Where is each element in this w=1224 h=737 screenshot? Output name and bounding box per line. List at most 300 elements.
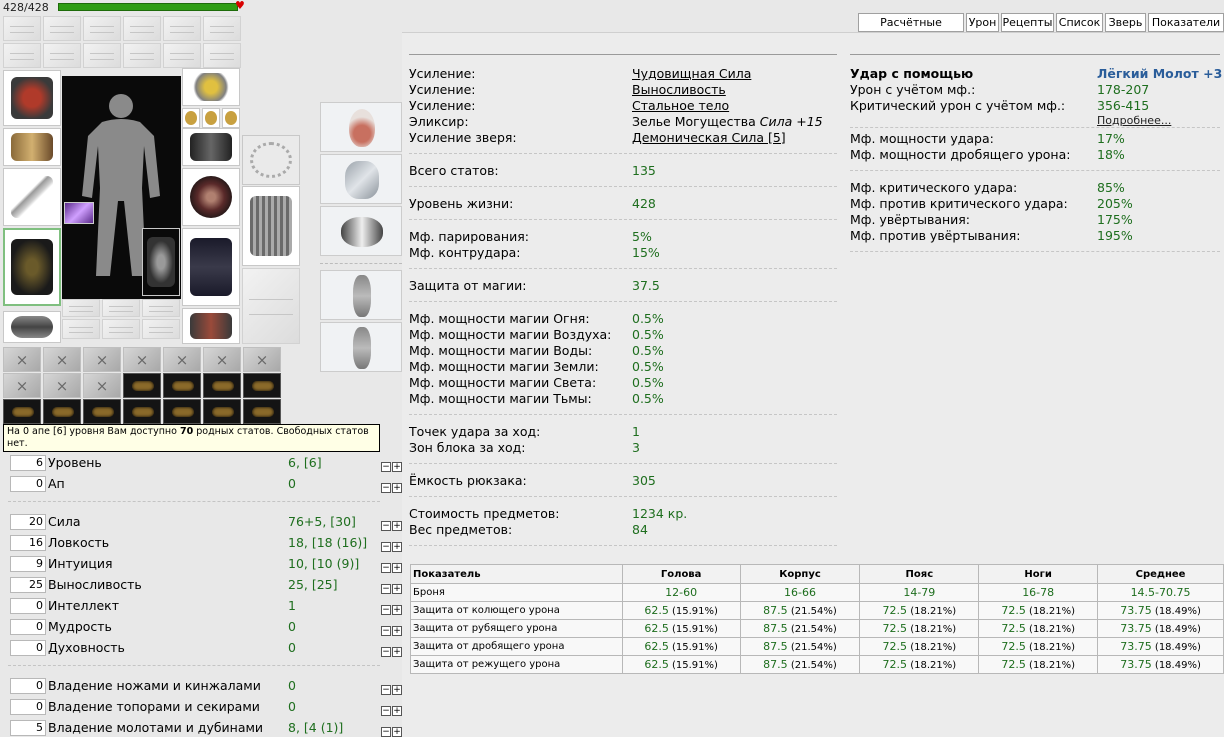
damage-label: Критический урон с учётом мф.:: [850, 98, 1066, 113]
stat-input[interactable]: 6: [10, 455, 46, 471]
column-header: Показатель: [411, 565, 623, 584]
tooltip-number: 70: [179, 426, 194, 437]
row-label: Броня: [411, 584, 623, 602]
table-cell: [1098, 656, 1224, 674]
stat-label: Вес предметов:: [409, 522, 513, 537]
column-header: Корпус: [740, 565, 860, 584]
row-label: Защита от режущего урона: [411, 656, 623, 674]
table-cell: [740, 620, 860, 638]
stat-buttons: [381, 642, 403, 657]
backpack-cell[interactable]: [83, 373, 121, 398]
stat-label: Мф. мощности магии Земли:: [409, 359, 599, 374]
stat-label: Мф. мощности магии Тьмы:: [409, 391, 592, 406]
stat-value: 0.5%: [632, 311, 664, 326]
stat-buttons: [381, 680, 403, 695]
tab-beast[interactable]: Зверь: [1105, 13, 1146, 32]
ally-slot[interactable]: [320, 322, 402, 372]
divider: [850, 251, 1220, 252]
stat-value: 76+5, [30]: [288, 514, 356, 529]
plus-icon[interactable]: +: [393, 727, 401, 737]
column-header: Пояс: [860, 565, 979, 584]
mf-value: 18%: [1097, 147, 1125, 162]
cell-percent: (21.54%): [787, 660, 837, 671]
stat-buttons: [381, 478, 403, 493]
cell-value: 87.5: [763, 604, 788, 617]
minus-icon[interactable]: −: [382, 462, 390, 472]
gem-icon[interactable]: [64, 202, 94, 224]
hp-bar: [3, 0, 243, 14]
stat-value: 1: [288, 598, 296, 613]
divider: [409, 268, 837, 269]
stat-value: 25, [25]: [288, 577, 338, 592]
divider: [8, 501, 380, 502]
stat-label: Защита от магии:: [409, 278, 527, 293]
pet-figure-slot[interactable]: [142, 228, 180, 296]
tooltip-text: На 0 апе [6] уровня Вам доступно: [7, 426, 180, 437]
elixir-bonus: Сила +15: [759, 114, 823, 129]
table-cell: [740, 638, 860, 656]
tooltip-text: родных статов. Свободных статов нет.: [7, 426, 369, 449]
attack-title: Удар с помощью: [850, 66, 974, 81]
beast-buff-link[interactable]: Демоническая Сила [5]: [632, 130, 786, 145]
stat-buttons: [381, 516, 403, 531]
stat-row: [10, 576, 405, 594]
table-cell: [622, 602, 740, 620]
plus-icon[interactable]: +: [393, 542, 401, 552]
ring-slot[interactable]: [222, 108, 240, 128]
stat-input[interactable]: 20: [10, 514, 46, 530]
cell-value: 72.5: [882, 622, 908, 635]
divider: [409, 301, 837, 302]
shirt-slot[interactable]: [242, 186, 300, 266]
scroll-slot[interactable]: [203, 43, 241, 68]
stat-label: Мф. мощности магии Воды:: [409, 343, 593, 358]
stat-value: 1234 кр.: [632, 506, 688, 521]
mf-label: Мф. увёртывания:: [850, 212, 971, 227]
minus-icon[interactable]: −: [382, 542, 390, 552]
stat-value: 0.5%: [632, 391, 664, 406]
table-cell: [860, 656, 979, 674]
divider: [409, 153, 837, 154]
table-cell: [860, 584, 979, 602]
plus-icon[interactable]: +: [393, 706, 401, 716]
stat-label: Мф. контрудара:: [409, 245, 521, 260]
stat-row: [10, 677, 405, 695]
stat-input[interactable]: 0: [10, 476, 46, 492]
minus-icon[interactable]: −: [382, 584, 390, 594]
backpack-cell[interactable]: [3, 399, 41, 424]
backpack-cell[interactable]: [43, 347, 81, 372]
stat-value: 305: [632, 473, 656, 488]
cell-value: 73.75: [1120, 658, 1152, 671]
table-row: [411, 584, 1224, 602]
minus-icon[interactable]: −: [382, 605, 390, 615]
table-cell: [979, 638, 1098, 656]
buff-link[interactable]: Выносливость: [632, 82, 726, 97]
ally-slot[interactable]: [320, 270, 402, 320]
scroll-slot[interactable]: [3, 16, 41, 41]
stat-input[interactable]: 9: [10, 556, 46, 572]
amulet-slot[interactable]: [182, 68, 240, 106]
rune-slot[interactable]: [102, 319, 140, 339]
backpack-cell[interactable]: [83, 347, 121, 372]
table-cell: [979, 584, 1098, 602]
cell-value: 62.5: [644, 640, 669, 653]
stat-name: Сила: [48, 514, 81, 529]
belt-slot[interactable]: [3, 311, 61, 343]
mf-label: Мф. мощности дробящего урона:: [850, 147, 1071, 162]
stat-row: [10, 639, 405, 657]
table-cell: [1098, 584, 1224, 602]
tab-indicators[interactable]: Показатели: [1148, 13, 1224, 32]
cell-value: 72.5: [1001, 622, 1026, 635]
stat-value: 0: [288, 678, 296, 693]
divider: [409, 496, 837, 497]
stat-row: [10, 618, 405, 636]
plus-icon[interactable]: +: [393, 462, 401, 472]
crown-slot[interactable]: [242, 135, 300, 185]
buff-label: Усиление:: [409, 66, 476, 81]
stat-name: Ловкость: [48, 535, 110, 550]
cell-value: 72.5: [882, 658, 908, 671]
divider: [409, 54, 837, 55]
cell-value: 72.5: [1001, 640, 1026, 653]
mf-label: Мф. против критического удара:: [850, 196, 1068, 211]
cell-percent: (18.49%): [1151, 606, 1201, 617]
stat-buttons: [381, 621, 403, 636]
mf-value: 85%: [1097, 180, 1125, 195]
backpack-cell[interactable]: [243, 399, 281, 424]
backpack-cell[interactable]: [243, 347, 281, 372]
stat-buttons: [381, 600, 403, 615]
stat-value: 0: [288, 619, 296, 634]
rune-slot[interactable]: [62, 299, 100, 317]
stat-row: [10, 454, 405, 472]
stat-value: 0.5%: [632, 375, 664, 390]
cell-percent: (18.21%): [907, 642, 957, 653]
mf-label: Мф. мощности удара:: [850, 131, 994, 146]
stat-row: [10, 698, 405, 716]
scroll-slot[interactable]: [163, 43, 201, 68]
buff-link[interactable]: Стальное тело: [632, 98, 730, 113]
backpack-cell[interactable]: [43, 399, 81, 424]
table-cell: [979, 656, 1098, 674]
rune-slot[interactable]: [142, 319, 180, 339]
cell-value: 72.5: [882, 604, 908, 617]
stat-value: 8, [4 (1)]: [288, 720, 344, 735]
stat-value: 0.5%: [632, 343, 664, 358]
minus-icon[interactable]: −: [382, 727, 390, 737]
stat-row: [10, 719, 405, 737]
stat-name: Мудрость: [48, 619, 112, 634]
backpack-cell[interactable]: [163, 373, 201, 398]
plus-icon[interactable]: +: [393, 584, 401, 594]
stat-row: [10, 597, 405, 615]
plus-icon[interactable]: +: [393, 626, 401, 636]
stat-row: [10, 475, 405, 493]
minus-icon[interactable]: −: [382, 706, 390, 716]
stat-name: Интуиция: [48, 556, 113, 571]
stat-label: Точек удара за ход:: [409, 424, 541, 439]
mf-label: Мф. критического удара:: [850, 180, 1018, 195]
cell-percent: (18.49%): [1151, 624, 1201, 635]
scroll-slot[interactable]: [43, 16, 81, 41]
divider: [850, 127, 1220, 128]
cell-percent: (18.49%): [1151, 642, 1201, 653]
divider: [850, 54, 1220, 55]
ring-slot[interactable]: [182, 108, 200, 128]
cell-percent: (18.21%): [1025, 624, 1075, 635]
rune-slot[interactable]: [142, 299, 180, 317]
beast-buff-label: Усиление зверя:: [409, 130, 517, 145]
spell-slot[interactable]: [320, 154, 402, 204]
stat-value: 15%: [632, 245, 660, 260]
minus-icon[interactable]: −: [382, 685, 390, 695]
cell-value: 16-78: [1022, 586, 1055, 599]
stat-label: Всего статов:: [409, 163, 499, 178]
divider: [409, 219, 837, 220]
backpack-cell[interactable]: [3, 347, 41, 372]
stat-input[interactable]: 16: [10, 535, 46, 551]
table-cell: [622, 656, 740, 674]
cell-percent: (15.91%): [668, 642, 718, 653]
cell-percent: (21.54%): [787, 606, 837, 617]
stat-label: Мф. парирования:: [409, 229, 529, 244]
cloak-slot[interactable]: [242, 268, 300, 344]
cell-value: 12-60: [665, 586, 698, 599]
plus-icon[interactable]: +: [393, 483, 401, 493]
table-cell: [740, 656, 860, 674]
plus-icon[interactable]: +: [393, 647, 401, 657]
damage-label: Урон с учётом мф.:: [850, 82, 976, 97]
stat-value: 6, [6]: [288, 455, 322, 470]
column-header: Голова: [622, 565, 740, 584]
heart-icon: ♥: [235, 0, 245, 12]
stat-label: Мф. мощности магии Воздуха:: [409, 327, 612, 342]
cell-value: 72.5: [1001, 604, 1026, 617]
stat-value: 428: [632, 196, 656, 211]
stat-value: 1: [632, 424, 640, 439]
backpack-cell[interactable]: [83, 399, 121, 424]
scroll-slot[interactable]: [83, 16, 121, 41]
stat-label: Мф. мощности магии Света:: [409, 375, 597, 390]
stat-label: Мф. мощности магии Огня:: [409, 311, 590, 326]
cell-value: 62.5: [644, 604, 669, 617]
table-cell: [979, 602, 1098, 620]
weapon-slot[interactable]: [3, 168, 61, 226]
stat-name: Владение молотами и дубинами: [48, 720, 264, 735]
stat-value: 0.5%: [632, 327, 664, 342]
shield-slot[interactable]: [182, 168, 240, 226]
cell-percent: (15.91%): [668, 606, 718, 617]
scroll-slot[interactable]: [83, 43, 121, 68]
row-label: Защита от рубящего урона: [411, 620, 623, 638]
elixir-label: Эликсир:: [409, 114, 469, 129]
tab-recipes[interactable]: Рецепты: [1001, 13, 1054, 32]
more-link[interactable]: Подробнее...: [1097, 114, 1172, 127]
buff-link[interactable]: Чудовищная Сила: [632, 66, 752, 81]
mf-value: 17%: [1097, 131, 1125, 146]
tab-calculated[interactable]: Расчётные: [858, 13, 964, 32]
scroll-slot[interactable]: [203, 16, 241, 41]
plus-icon[interactable]: +: [393, 605, 401, 615]
cell-percent: (18.21%): [1025, 642, 1075, 653]
backpack-cell[interactable]: [243, 373, 281, 398]
potion-slot[interactable]: [320, 102, 402, 152]
stat-input[interactable]: 0: [10, 619, 46, 635]
stat-value: 3: [632, 440, 640, 455]
backpack-cell[interactable]: [3, 373, 41, 398]
cell-percent: (21.54%): [787, 642, 837, 653]
backpack-cell[interactable]: [163, 399, 201, 424]
cell-percent: (18.21%): [1025, 660, 1075, 671]
minus-icon[interactable]: −: [382, 483, 390, 493]
table-header-row: [411, 565, 1224, 584]
legs-slot[interactable]: [182, 228, 240, 306]
stat-input[interactable]: 0: [10, 678, 46, 694]
backpack-cell[interactable]: [43, 373, 81, 398]
ring-slot[interactable]: [202, 108, 220, 128]
helmet-slot[interactable]: [3, 70, 61, 126]
stat-label: Стоимость предметов:: [409, 506, 560, 521]
armor-table: [410, 564, 1224, 674]
stat-name: Интеллект: [48, 598, 119, 613]
hp-fill: [58, 3, 238, 11]
plus-icon[interactable]: +: [393, 521, 401, 531]
table-row: [411, 620, 1224, 638]
stat-buttons: [381, 579, 403, 594]
table-row: [411, 602, 1224, 620]
cell-value: 73.75: [1120, 640, 1152, 653]
table-cell: [860, 602, 979, 620]
rune-slot[interactable]: [102, 299, 140, 317]
cell-percent: (18.21%): [907, 606, 957, 617]
cell-value: 72.5: [882, 640, 908, 653]
stat-value: 10, [10 (9)]: [288, 556, 360, 571]
stat-name: Уровень: [48, 455, 102, 470]
scroll-slot[interactable]: [163, 16, 201, 41]
divider: [409, 545, 837, 546]
weapon-name[interactable]: Лёгкий Молот +3: [1097, 66, 1223, 81]
tab-list[interactable]: Список: [1056, 13, 1103, 32]
mf-value: 205%: [1097, 196, 1133, 211]
stat-value: 0.5%: [632, 359, 664, 374]
plus-icon[interactable]: +: [393, 685, 401, 695]
table-cell: [622, 638, 740, 656]
row-label: Защита от дробящего урона: [411, 638, 623, 656]
stat-name: Духовность: [48, 640, 125, 655]
backpack-cell[interactable]: [203, 347, 241, 372]
bracers-slot[interactable]: [3, 128, 61, 166]
table-cell: [979, 620, 1098, 638]
stat-value: 84: [632, 522, 648, 537]
stat-buttons: [381, 701, 403, 716]
cell-value: 87.5: [763, 640, 788, 653]
mf-label: Мф. против увёртывания:: [850, 228, 1021, 243]
scroll-slot[interactable]: [3, 43, 41, 68]
table-cell: [860, 620, 979, 638]
stat-label: Ёмкость рюкзака:: [409, 473, 527, 488]
stat-name: Владение топорами и секирами: [48, 699, 260, 714]
rune-slot[interactable]: [62, 319, 100, 339]
buff-label: Усиление:: [409, 98, 476, 113]
column-header: Ноги: [979, 565, 1098, 584]
tab-damage[interactable]: Урон: [966, 13, 999, 32]
stat-input[interactable]: 0: [10, 640, 46, 656]
cell-value: 87.5: [763, 658, 788, 671]
stat-value: 0: [288, 640, 296, 655]
table-row: [411, 656, 1224, 674]
stat-value: 135: [632, 163, 656, 178]
cell-value: 14.5-70.75: [1130, 586, 1191, 599]
scroll-slot[interactable]: [123, 16, 161, 41]
stat-name: Ап: [48, 476, 65, 491]
damage-value: 356-415: [1097, 98, 1150, 113]
pet-slot[interactable]: [320, 206, 402, 256]
mf-value: 195%: [1097, 228, 1133, 243]
stat-buttons: [381, 457, 403, 472]
scroll-slot[interactable]: [123, 43, 161, 68]
cell-value: 62.5: [644, 658, 669, 671]
gloves-slot[interactable]: [182, 128, 240, 166]
cell-value: 62.5: [644, 622, 669, 635]
scroll-slot[interactable]: [43, 43, 81, 68]
divider: [409, 463, 837, 464]
elixir-value: [632, 114, 823, 129]
table-cell: [1098, 602, 1224, 620]
table-row: [411, 638, 1224, 656]
minus-icon[interactable]: −: [382, 521, 390, 531]
divider: [409, 186, 837, 187]
table-cell: [740, 602, 860, 620]
stat-buttons: [381, 722, 403, 737]
damage-value: 178-207: [1097, 82, 1150, 97]
stat-row: [10, 513, 405, 531]
stat-row: [10, 534, 405, 552]
stat-value: 0: [288, 699, 296, 714]
table-cell: [860, 638, 979, 656]
backpack-cell[interactable]: [203, 399, 241, 424]
cell-value: 73.75: [1120, 604, 1152, 617]
divider: [850, 170, 1220, 171]
divider: [409, 414, 837, 415]
cell-value: 87.5: [763, 622, 788, 635]
stat-input[interactable]: 25: [10, 577, 46, 593]
minus-icon[interactable]: −: [382, 563, 390, 573]
plus-icon[interactable]: +: [393, 563, 401, 573]
backpack-cell[interactable]: [123, 399, 161, 424]
stat-input[interactable]: 0: [10, 699, 46, 715]
stat-value: 18, [18 (16)]: [288, 535, 368, 550]
minus-icon[interactable]: −: [382, 647, 390, 657]
hp-text: 428/428: [3, 1, 49, 14]
backpack-cell[interactable]: [203, 373, 241, 398]
armor-slot[interactable]: [3, 228, 61, 306]
backpack-cell[interactable]: [123, 347, 161, 372]
cell-value: 16-66: [784, 586, 816, 599]
backpack-cell[interactable]: [163, 347, 201, 372]
minus-icon[interactable]: −: [382, 626, 390, 636]
stat-value: 0: [288, 476, 296, 491]
backpack-cell[interactable]: [123, 373, 161, 398]
elixir-name: Зелье Могущества: [632, 114, 756, 129]
stat-input[interactable]: 5: [10, 720, 46, 736]
cell-percent: (21.54%): [787, 624, 837, 635]
table-cell: [1098, 638, 1224, 656]
stat-input[interactable]: 0: [10, 598, 46, 614]
stat-name: Владение ножами и кинжалами: [48, 678, 261, 693]
boots-slot[interactable]: [182, 308, 240, 344]
